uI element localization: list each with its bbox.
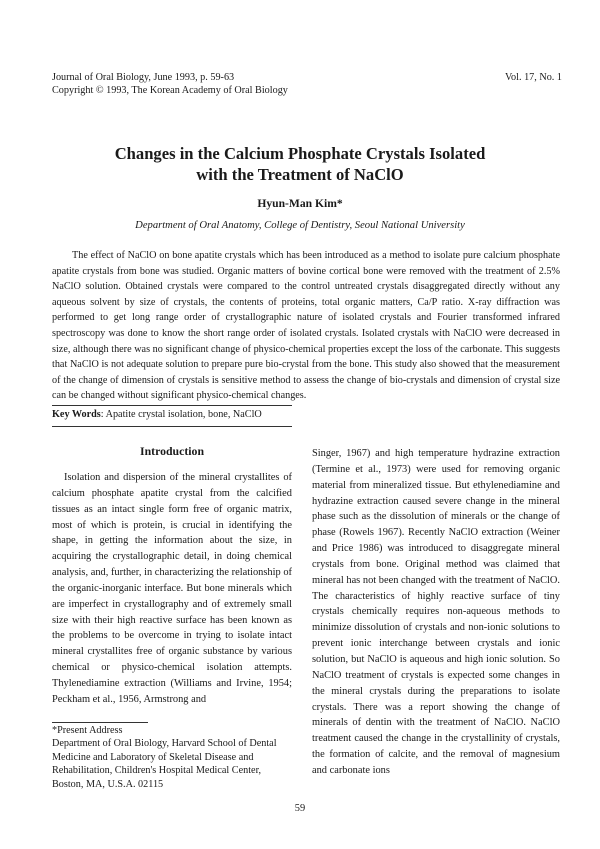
right-column <box>312 446 560 779</box>
footnote-rule <box>52 722 148 723</box>
keywords-label: Key Words <box>52 409 101 420</box>
footnote-mark: *Present Address <box>52 725 123 736</box>
author-affiliation: Department of Oral Anatomy, College of Dentistry, Seoul National University <box>135 220 465 231</box>
author-name: Hyun-Man Kim* <box>257 197 343 210</box>
keywords-top-rule <box>52 405 292 406</box>
journal-line: Journal of Oral Biology, June 1993, p. 59-63 <box>52 72 235 83</box>
keywords-text: : Apatite crystal isolation, bone, NaClO <box>100 409 262 420</box>
page-number: 59 <box>294 803 306 814</box>
title-line-1: Changes in the Calcium Phosphate Crystals Isolated <box>114 144 486 163</box>
section-heading-introduction: Introduction <box>139 444 205 458</box>
running-header <box>52 71 562 97</box>
footnote-text: Department of Oral Biology, Harvard School of Dental Medicine and Laboratory of Skeletal Disease and Rehabilitation, Children's Hospital Medical Center, Boston, MA, U.S.A. 02115 <box>52 738 277 790</box>
volume-label: Vol. 17, No. 1 <box>505 72 562 83</box>
journal-citation <box>52 71 562 97</box>
footnote <box>52 724 294 791</box>
keywords <box>52 409 262 420</box>
left-column <box>52 470 292 708</box>
abstract: The effect of NaClO on bone apatite crystals which has been introduced as a method to isolate pure calcium phosphate apatite crystals from bone was studied. Organic matters of bovine cortical bone were removed with the treatment of 2.5% NaClO solution. Obtained crystals were compared to the control untreated crystals disaggregated directly without any aqueous solvent by size of crystals, the contents of proteins, total organic matters, Ca/P ratio. X-ray diffraction was performed to get long range order of crystallographic nature of isolated crystals and Fourier transformed infrared spectroscopy was done to know the short range order of isolated crystals. Isolated crystals with NaClO were decreased in size, although there was no significant change of physico-chemical properties except the loss of the carbonate. This suggests that NaClO is not adequate solution to prepare pure bio-crystal from the bone. This study also showed that the measurement of the change of dimension of crystals is sensitive method to assess the change of bio-crystals and dimension of crystal size can be changed without significant physico-chemical changes. <box>52 250 560 402</box>
copyright-line: Copyright © 1993, The Korean Academy of Oral Biology <box>52 85 288 96</box>
intro-paragraph-continued: Singer, 1967) and high temperature hydrazine extraction (Termine et al., 1973) were used for removing organic material from mineralized tissue. But ethylenediamine and hydrazine extraction caused severe change in the mineral phase such as the dissolution of minerals or the change of phase (Rowels 1967). Recently NaClO extraction (Weiner and Price 1986) was introduced to disaggregate mineral crystals from bone. Original method was claimed that mineral has not been changed with the treatment of NaClO. The characteristics of highly reactive surface of tiny crystals chemically requires non-aqueous methods to minimize dissolution of crystals and non-ionic solutions to prevent ionic interchange between crystals and ionic solution, but NaClO is aqueous and high ionic solution. So NaClO treatment of crystals is expected some changes in the mineral crystals during the preparations to isolate crystals. There was a report showing the change of minerals of dentin with the treatment of NaClO. NaClO treatment caused the change in the crystallinity of crystals, the formation of calcite, and the removal of magnesium and carbonate ions <box>312 448 560 776</box>
intro-paragraph-1: Isolation and dispersion of the mineral crystallites of calcium phosphate apatite crystal from the calcified tissues as an intact single form free of organic matrix, most of which is protein, is crucial in identifying the shape, in getting the information about the size, in acquiring the crystallographic detail, in doing chemical analysis, and, further, in characterizing the relationship of the organic-inorganic interface. But bone minerals which are imperfect in crystallography and of extremely small size with their high reactive surface has been known as the problems to be overcome in trying to isolate intact mineral crystallites free of organic substance by various chemical or physico-chemical isolation attempts. Thylenediamine extraction (Williams and Irvine, 1954; Peckham et al., 1956, Armstrong and <box>52 472 292 705</box>
title-line-2: with the Treatment of NaClO <box>196 165 404 184</box>
article-title <box>60 143 540 185</box>
keywords-bottom-rule <box>52 426 292 427</box>
